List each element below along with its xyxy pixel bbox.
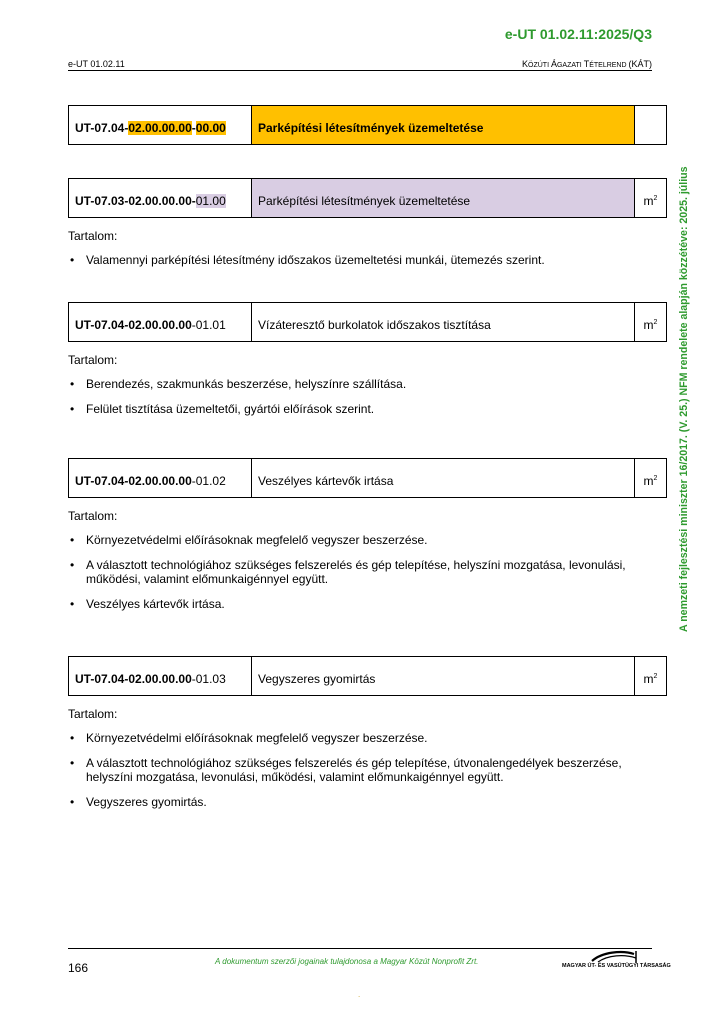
item-header-table (68, 458, 667, 498)
logo-text: MAGYAR ÚT- ÉS VASÚTÜGYI TÁRSASÁG (562, 963, 671, 969)
item-block-01-01 (68, 302, 667, 427)
item-code: UT-07.04-02.00.00.00-01.03 (69, 657, 252, 696)
item-header-table (68, 178, 667, 218)
header-right: KÖZÚTI ÁGAZATI TÉTELREND (KÁT) (522, 59, 652, 69)
item-header-table (68, 302, 667, 342)
footer-dot: . (358, 990, 361, 999)
item-title: Parképítési létesítmények üzemeltetése (252, 179, 635, 218)
document-code: e-UT 01.02.11:2025/Q3 (504, 26, 652, 42)
item-block-01-00 (68, 178, 667, 278)
list-item: • A választott technológiához szükséges felszerelés és gép telepítése, útvonalengedélyek beszerzése, helyszíni mozgatása, levonulási, működési, valamint előmunkaigénnyel együtt. (68, 756, 667, 784)
list-item: • Felület tisztítása üzemeltetői, gyártói előírások szerint. (68, 402, 667, 416)
list-item: • Berendezés, szakmunkás beszerzése, helyszínre szállítása. (68, 377, 667, 391)
item-code: UT-07.04-02.00.00.00-01.02 (69, 459, 252, 498)
item-unit: $m^2$ (635, 657, 667, 696)
item-unit: $m^2$ (635, 179, 667, 218)
content-label: Tartalom: (68, 353, 118, 367)
footer-rule (68, 948, 652, 949)
list-item: • Veszélyes kártevők irtása. (68, 597, 667, 611)
content-list (68, 533, 667, 611)
content-label: Tartalom: (68, 509, 118, 523)
copyright-note: A dokumentum szerzői jogainak tulajdonosa a Magyar Közút Nonprofit Zrt. (215, 957, 479, 966)
logo-swoosh-icon (562, 950, 654, 964)
content-label: Tartalom: (68, 229, 118, 243)
item-block-01-02 (68, 458, 667, 622)
item-unit: $m^2$ (635, 459, 667, 498)
content-label: Tartalom: (68, 707, 118, 721)
header-left: e-UT 01.02.11 (68, 59, 125, 69)
item-header-table (68, 656, 667, 696)
item-block-main (68, 105, 667, 145)
item-header-table (68, 105, 667, 145)
page-number: 166 (68, 961, 89, 975)
header-rule (68, 70, 652, 71)
company-logo (562, 950, 671, 972)
item-unit (635, 106, 667, 145)
list-item: • A választott technológiához szükséges felszerelés és gép telepítése, helyszíni mozgatása, levonulási, működési, valamint előmunkaigénnyel együtt. (68, 558, 667, 586)
side-publication-note: A nemzeti fejlesztési miniszter 16/2017. (V. 25.) NFM rendelete alapján közzétéve: 2025. július (678, 166, 690, 632)
content-list (68, 731, 667, 809)
list-item: • Valamennyi parképítési létesítmény időszakos üzemeltetési munkái, ütemezés szerint. (68, 253, 667, 267)
item-title: Vízáteresztő burkolatok időszakos tisztítása (252, 303, 635, 342)
list-item: • Környezetvédelmi előírásoknak megfelelő vegyszer beszerzése. (68, 533, 667, 547)
item-title: Veszélyes kártevők irtása (252, 459, 635, 498)
content-list (68, 253, 667, 267)
list-item: • Vegyszeres gyomirtás. (68, 795, 667, 809)
list-item: • Környezetvédelmi előírásoknak megfelelő vegyszer beszerzése. (68, 731, 667, 745)
item-code: UT-07.03-02.00.00.00-01.00 (69, 179, 252, 218)
item-title: Parképítési létesítmények üzemeltetése (252, 106, 635, 145)
item-block-01-03 (68, 656, 667, 820)
content-list (68, 377, 667, 416)
item-unit: $m^2$ (635, 303, 667, 342)
item-code: UT-07.04-02.00.00.00-01.01 (69, 303, 252, 342)
item-title: Vegyszeres gyomirtás (252, 657, 635, 696)
item-code: UT-07.04-02.00.00.00-00.00 (69, 106, 252, 145)
